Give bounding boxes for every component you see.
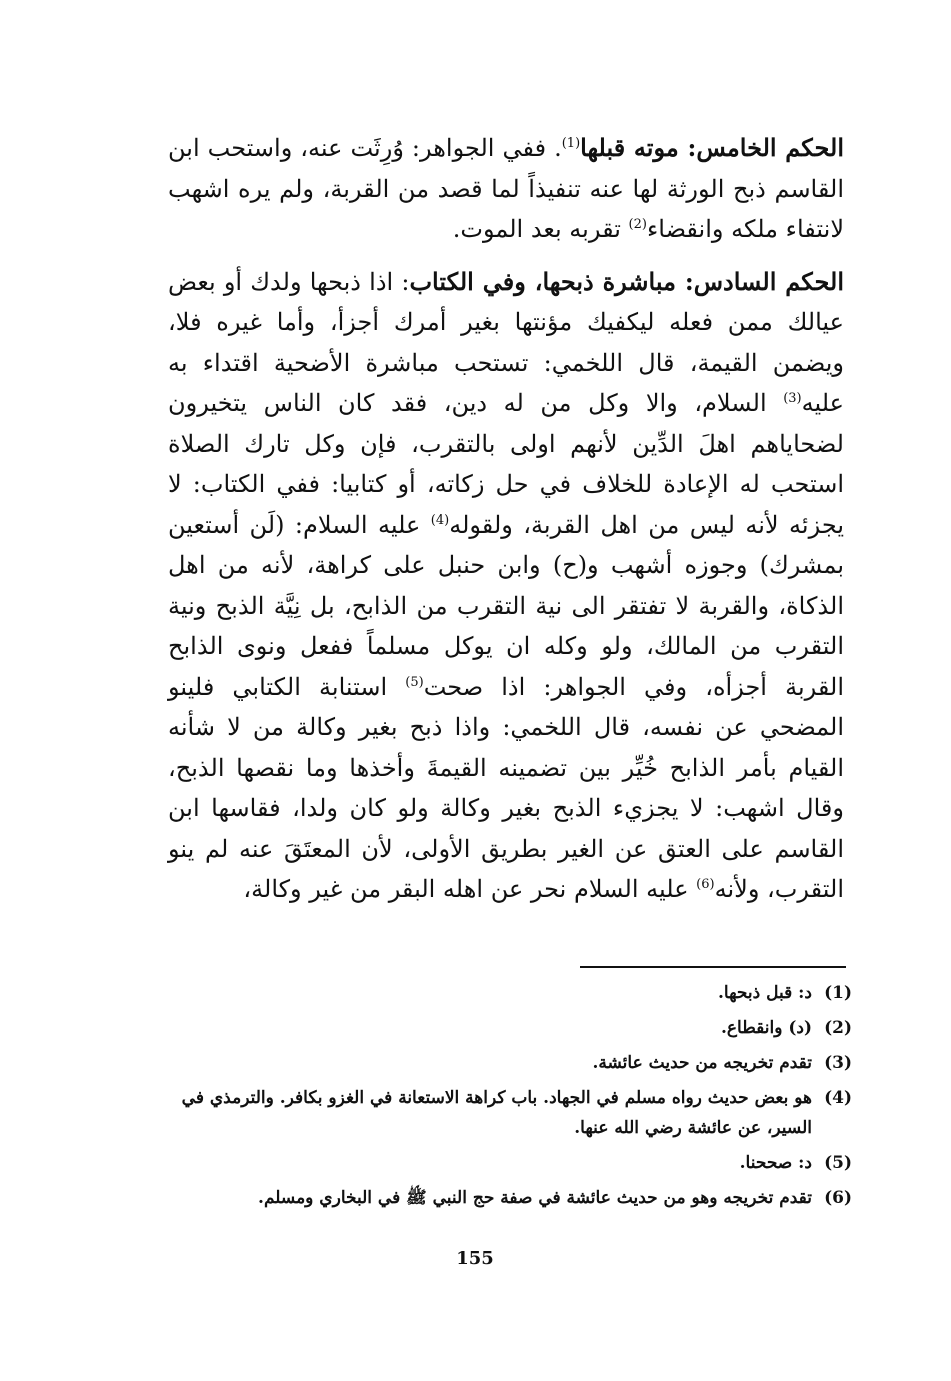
text-segment: عليه السلام نحر عن اهله البقر من غير وكالة،	[243, 875, 697, 903]
footnote-text: هو بعض حديث رواه مسلم في الجهاد. باب كراهة الاستعانة في الغزو بكافر. والترمذي في السير، عن عائشة رضي الله عنها.	[181, 1088, 812, 1138]
footnote-text: تقدم تخريجه من حديث عائشة.	[592, 1053, 812, 1073]
footnote-ref: (5)	[405, 674, 424, 690]
ruling-heading: الحكم السادس: مباشرة ذبحها، وفي الكتاب	[409, 266, 844, 296]
footnote-divider	[580, 966, 846, 968]
text-segment: . ففي الجواهر: وُرِثَت عنه، واستحب ابن القاسم ذبح الورثة لها عنه تنفيذاً لما قصد من القربة، ولم يره اشهب لانتفاء ملكه وانقضاء	[168, 134, 844, 243]
footnote-number: (2)	[824, 1018, 852, 1038]
footnote-number: (6)	[824, 1188, 852, 1208]
ruling-heading: الحكم الخامس: موته قبلها	[580, 133, 844, 162]
footnote-item	[160, 1013, 852, 1043]
footnote-number: (5)	[824, 1153, 852, 1173]
footnote-item	[160, 1048, 852, 1078]
footnote-ref: (2)	[628, 217, 647, 232]
text-segment: تقربه بعد الموت.	[452, 215, 629, 243]
footnote-ref: (1)	[561, 136, 581, 151]
text-segment: استنابة الكتابي فلينو المضحي عن نفسه، قال اللخمي: واذا ذبح بغير وكالة من لا شأنه القيام بأمر الذابح خُيِّر بين تضمينه القيمةَ وأخذها وما نقصها الذبح، وقال اشهب: لا يجزيء الذبح بغير وكالة ولو كان ولدا، فقاسها ابن القاسم على العتق عن الغير بطريق الأولى، لأن المعتَقَ عنه لم ينو التقرب، ولأنه	[168, 672, 845, 903]
footnote-ref: (6)	[696, 877, 715, 892]
footnote-item	[160, 978, 852, 1008]
footnote-item	[160, 1183, 852, 1213]
footnotes	[160, 978, 852, 1218]
footnote-text: د: قبل ذبحها.	[717, 983, 812, 1003]
footnote-number: (4)	[824, 1088, 852, 1108]
footnote-item	[160, 1083, 852, 1143]
main-text	[168, 128, 844, 922]
footnote-item	[160, 1148, 852, 1178]
footnote-text: تقدم تخريجه وهو من حديث عائشة في صفة حج النبي ﷺ في البخاري ومسلم.	[258, 1188, 812, 1208]
text-segment: السلام، والا وكل من له دين، فقد كان الناس يتخيرون لضحاياهم اهلَ الدِّين لأنهم اولى بالتقرب، فإن وكل تارك الصلاة استحب له الإعادة للخلاف في حل زكاته، أو كتابيا: ففي الكتاب: لا يجزئه لأنه ليس من اهل القربة، ولقوله	[168, 389, 844, 539]
footnote-text: د: صححنا.	[739, 1153, 812, 1173]
page-number: 155	[456, 1248, 494, 1269]
footnote-text: (د) وانقطاع.	[720, 1018, 812, 1038]
text-segment: عليه السلام: (لَن أستعين بمشرك) وجوزه أشهب و(ح) وابن حنبل على كراهة، لأنه من اهل الذكاة، والقربة لا تفتقر الى نية التقرب من الذابح، بل نِيَّة الذبح ونية التقرب من المالك، ولو وكله ان يوكل مسلماً ففعل ونوى الذابح القربة أجزأه، وفي الجواهر: اذا صحت	[168, 510, 845, 701]
paragraph-ruling-five	[168, 128, 844, 250]
footnote-ref: (4)	[430, 512, 450, 528]
text-segment: : اذا ذبحها ولدك أو بعض عيالك ممن فعله ليكفيك مؤنتها بغير أمرك أجزأ، وأما غيره فلا، ويضمن القيمة، قال اللخمي: تستحب مباشرة الأضحية اقتداء به عليه	[168, 267, 844, 417]
footnote-number: (1)	[824, 983, 852, 1003]
paragraph-ruling-six	[168, 262, 844, 910]
footnote-ref: (3)	[783, 391, 802, 406]
footnote-number: (3)	[824, 1053, 852, 1073]
